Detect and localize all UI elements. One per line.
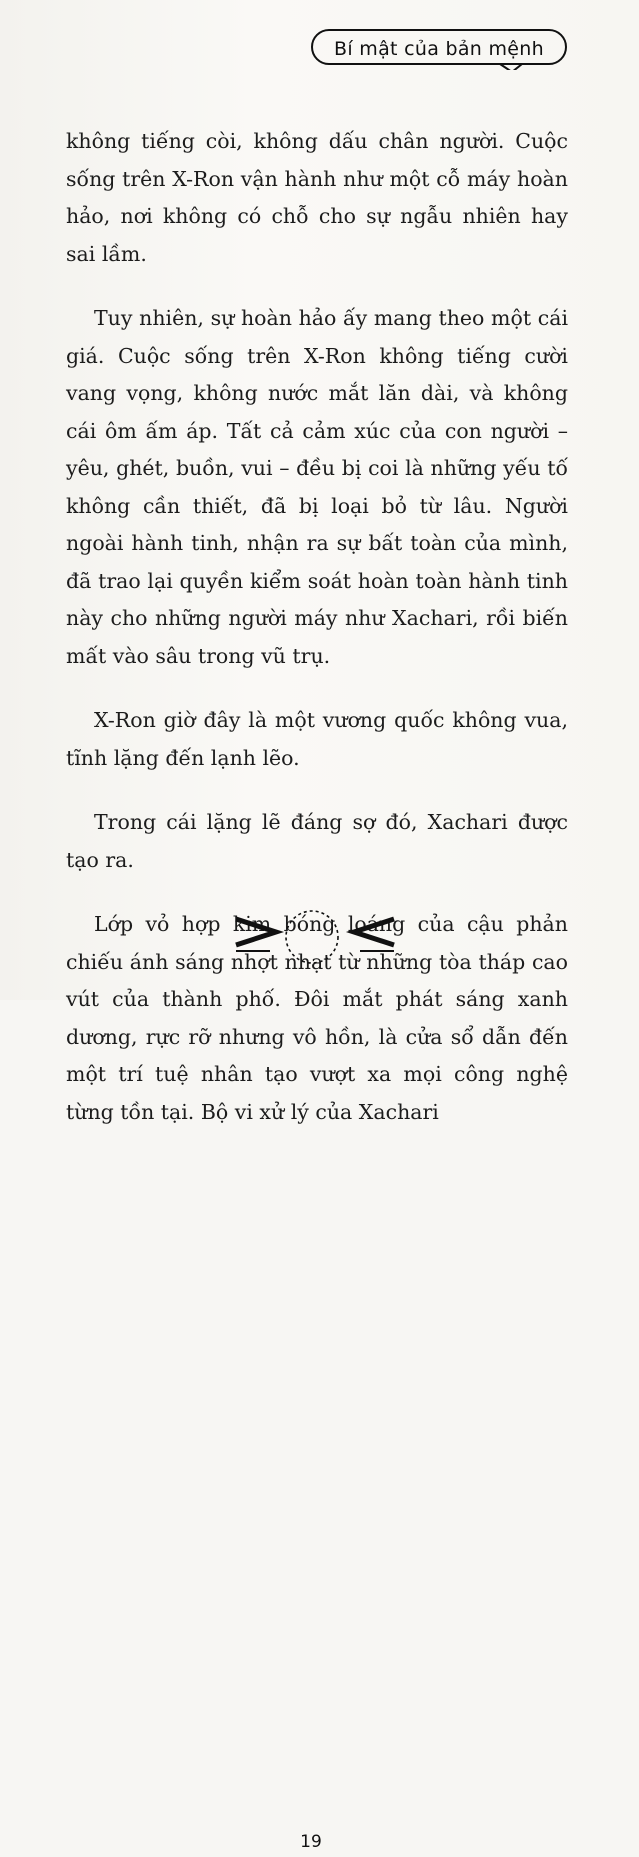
paragraph-1: không tiếng còi, không dấu chân người. Cuộc sống trên X-Ron vận hành như một cỗ máy hoàn hảo, nơi không có chỗ cho sự ngẫu nhiên hay sai lầm. xyxy=(66,129,568,266)
footer-ornament-icon xyxy=(0,905,639,965)
paragraph-3: X-Ron giờ đây là một vương quốc không vua, tĩnh lặng đến lạnh lẽo. xyxy=(66,708,568,770)
paragraph-4: Trong cái lặng lẽ đáng sợ đó, Xachari được tạo ra. xyxy=(66,810,568,872)
page-number: 19 xyxy=(300,1832,322,1852)
paragraph-2: Tuy nhiên, sự hoàn hảo ấy mang theo một cái giá. Cuộc sống trên X-Ron không tiếng cười vang vọng, không nước mắt lăn dài, và không cái ôm ấm áp. Tất cả cảm xúc của con người – yêu, ghét, buồn, vui – đều bị coi là những yếu tố không cần thiết, đã bị loại bỏ từ lâu. Người ngoài hành tinh, nhận ra sự bất toàn của mình, đã trao lại quyền kiểm soát hoàn toàn hành tinh này cho những người máy như Xachari, rồi biến mất vào sâu trong vũ trụ. xyxy=(66,306,568,668)
chapter-title: Bí mật của bản mệnh xyxy=(334,38,544,60)
paragraph-5: Lớp vỏ hợp kim bóng loáng của cậu phản chiếu ánh sáng nhợt nhạt từ những tòa tháp cao vút của thành phố. Đôi mắt phát sáng xanh dương, rực rỡ nhưng vô hồn, là cửa sổ dẫn đến một trí tuệ nhân tạo vượt xa mọi công nghệ từng tồn tại. Bộ vi xử lý của Xachari xyxy=(66,912,568,1124)
chapter-header-tag xyxy=(310,28,568,70)
body-text xyxy=(66,123,568,1131)
